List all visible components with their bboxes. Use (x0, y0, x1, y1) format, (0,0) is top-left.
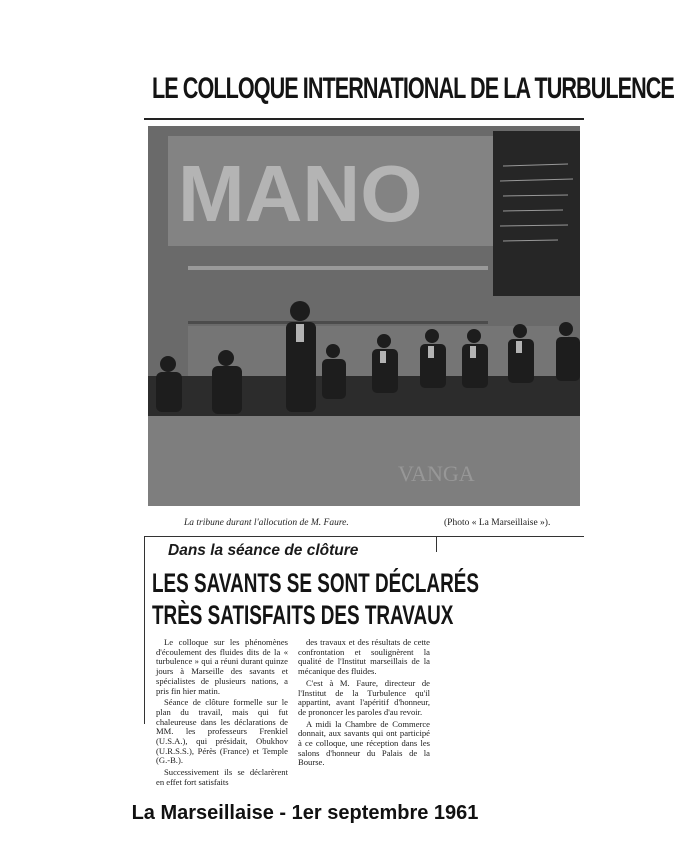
article-kicker: Dans la séance de clôture (168, 542, 359, 559)
newspaper-clipping (140, 60, 674, 787)
article-box-top-rule (144, 536, 584, 537)
svg-text:MANO: MANO (178, 149, 423, 238)
column-1-paragraph: Successivement ils se déclarèrent en effet fort satisfaits (156, 767, 288, 787)
news-photo (148, 126, 580, 506)
article-title-line-1: LES SAVANTS SE SONT DÉCLARÉS (152, 568, 479, 598)
headline-rule (144, 118, 584, 120)
podium-photo-illustration (148, 126, 580, 506)
photo-credit: (Photo « La Marseillaise »). (444, 518, 551, 528)
column-2-paragraph: A midi la Chambre de Commerce donnait, aux savants qui ont participé à ce colloque, une réception dans les salons d'honneur du Palais de la Bourse. (298, 718, 430, 768)
article-column-1 (156, 638, 288, 788)
headline: LE COLLOQUE INTERNATIONAL DE LA TURBULENCE (152, 72, 674, 105)
photo-caption: La tribune durant l'allocution de M. Faure. (184, 518, 349, 528)
column-1-paragraph: Séance de clôture formelle sur le plan du travail, mais qui fut chaleureuse dans les déclarations de MM. les professeurs Frenkiel (U.S.A.), qui présidait, Obukhov (U.R.S.S.), Pérès (France) et Temple (G.-B.). (156, 697, 288, 766)
column-2-paragraph: des travaux et des résultats de cette confrontation et soulignèrent la qualité de l'Institut marseillais de la mécanique des fluides. (298, 637, 430, 677)
article-column-2 (298, 638, 430, 768)
column-1-paragraph: Le colloque sur les phénomènes d'écoulement des fluides dits de la « turbulence » qui a réuni durant quinze jours à Marseille des savants et spécialistes de plusieurs nations, a pris fin hier matin. (156, 637, 288, 696)
article-box-right-rule (436, 536, 437, 552)
column-2-paragraph: C'est à M. Faure, directeur de l'Institut de la Turbulence qu'il appartint, avant l'apéritif d'honneur, de prononcer les paroles d'au revoir. (298, 677, 430, 717)
article-box-left-rule (144, 536, 145, 724)
svg-text:VANGA: VANGA (398, 461, 475, 486)
article-title-line-2: TRÈS SATISFAITS DES TRAVAUX (152, 600, 454, 630)
source-footer: La Marseillaise - 1er septembre 1961 (131, 802, 479, 824)
